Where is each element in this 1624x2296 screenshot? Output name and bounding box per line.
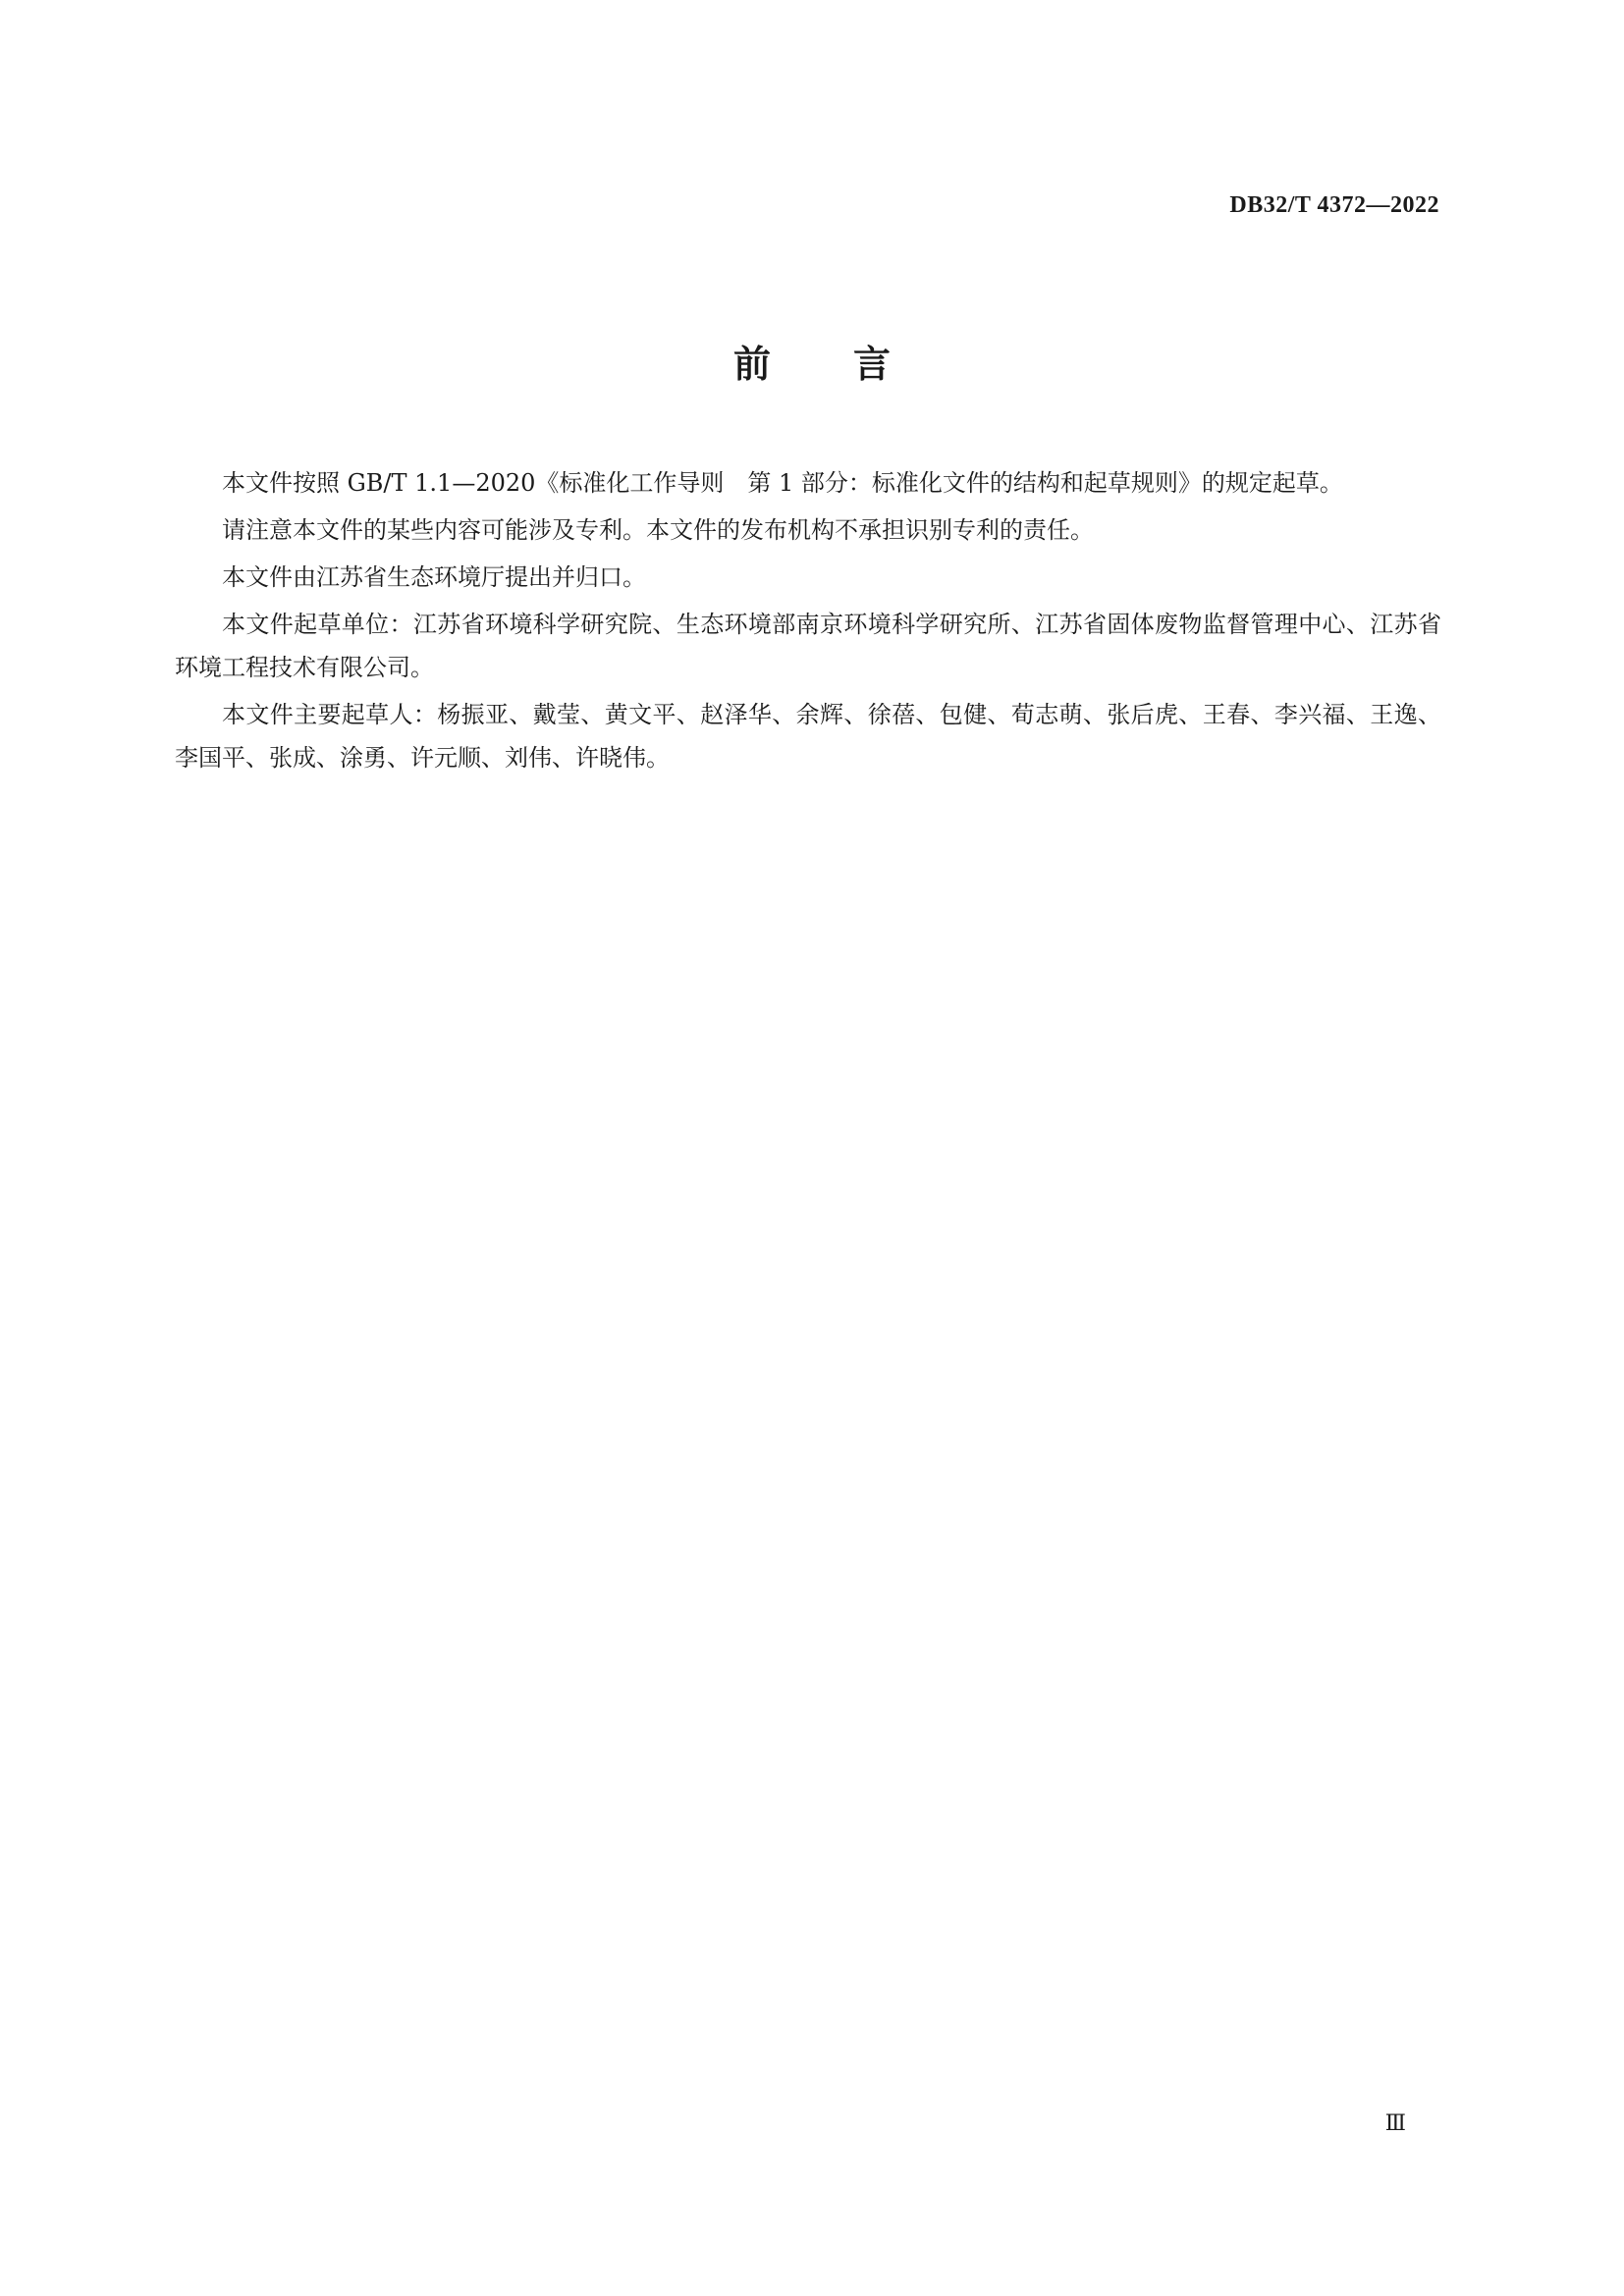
page-number: Ⅲ	[1384, 2110, 1406, 2135]
page-title: 前言	[732, 343, 973, 386]
paragraph-patent-notice: 请注意本文件的某些内容可能涉及专利。本文件的发布机构不承担识别专利的责任。	[222, 516, 1094, 544]
paragraph-drafting-rules: 本文件按照 GB/T 1.1—2020《标准化工作导则 第 1 部分：标准化文件的结构和起草规则》的规定起草。	[222, 469, 1343, 497]
document-code: DB32/T 4372—2022	[1229, 192, 1439, 218]
paragraph-drafting-units: 本文件起草单位：江苏省环境科学研究院、生态环境部南京环境科学研究所、江苏省固体废物监督管理中心、江苏省环境工程技术有限公司。	[175, 611, 1441, 681]
paragraph-proposer: 本文件由江苏省生态环境厅提出并归口。	[222, 563, 646, 591]
paragraph-drafters: 本文件主要起草人：杨振亚、戴莹、黄文平、赵泽华、余辉、徐蓓、包健、荀志萌、张后虎、王春、李兴福、王逸、李国平、张成、涂勇、许元顺、刘伟、许晓伟。	[175, 701, 1441, 772]
preface-body	[175, 461, 1441, 783]
